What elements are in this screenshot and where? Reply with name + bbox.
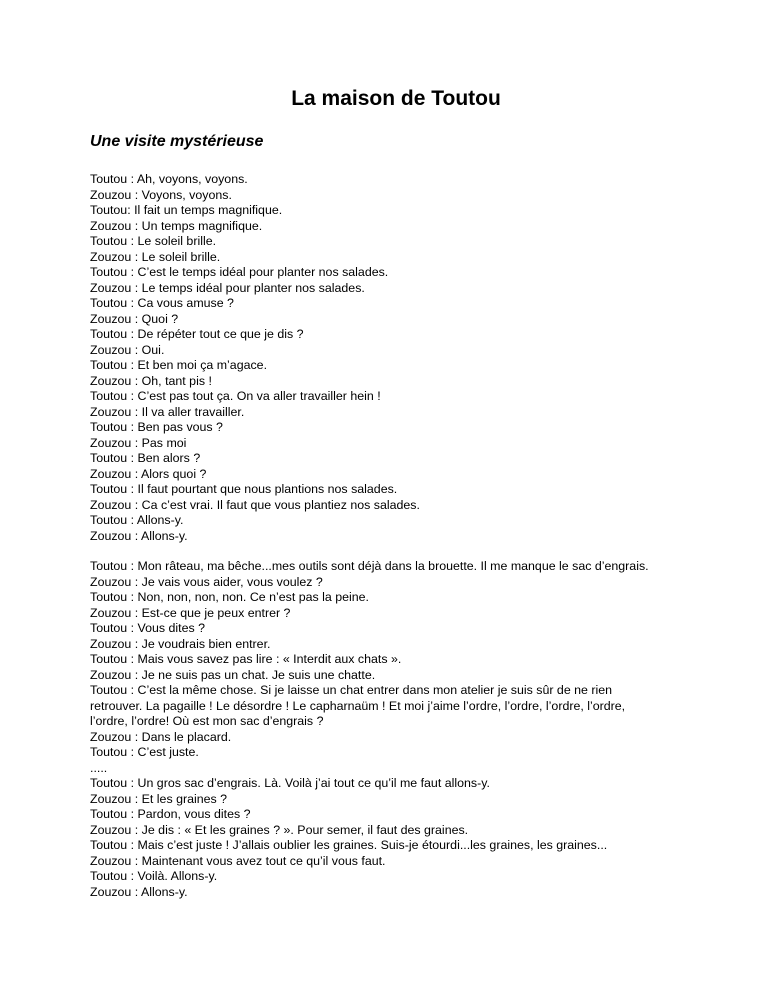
dialogue-line: Zouzou : Oh, tant pis ! — [90, 373, 212, 388]
dialogue-line: Toutou : Ben pas vous ? — [90, 420, 223, 434]
dialogue-line: Zouzou : Ca c’est vrai. Il faut que vous plantiez nos salades. — [90, 497, 420, 512]
dialogue-line: Toutou : De répéter tout ce que je dis ? — [90, 327, 304, 341]
dialogue-block-1 — [90, 172, 690, 544]
dialogue-line: Zouzou : Il va aller travailler. — [90, 404, 245, 419]
dialogue-line: Zouzou : Un temps magnifique. — [90, 218, 263, 233]
dialogue-line: Toutou : Pardon, vous dites ? — [90, 807, 251, 821]
dialogue-line: Zouzou : Voyons, voyons. — [90, 187, 232, 202]
dialogue-line: Zouzou : Je voudrais bien entrer. — [90, 636, 271, 651]
dialogue-line: Toutou : Mon râteau, ma bêche...mes outils sont déjà dans la brouette. Il me manque le sac d’engrais. — [90, 559, 649, 573]
dialogue-line: Zouzou : Le soleil brille. — [90, 249, 221, 264]
dialogue-line: Zouzou : Le temps idéal pour planter nos salades. — [90, 280, 365, 295]
document-title: La maison de Toutou — [291, 87, 501, 110]
dialogue-line: Toutou : Ca vous amuse ? — [90, 296, 234, 310]
dialogue-line: Zouzou : Alors quoi ? — [90, 466, 207, 481]
dialogue-line: Zouzou : Oui. — [90, 342, 165, 357]
dialogue-line: Toutou : Ben alors ? — [90, 451, 201, 465]
dialogue-line: Toutou : Et ben moi ça m’agace. — [90, 358, 268, 372]
dialogue-line: Toutou : Vous dites ? — [90, 621, 206, 635]
dialogue-line: Zouzou : Dans le placard. — [90, 729, 232, 744]
dialogue-line: retrouver. La pagaille ! Le désordre ! Le capharnaüm ! Et moi j’aime l’ordre, l’ordre, l’ordre, l’ordre, — [90, 698, 626, 713]
dialogue-line: Toutou : Un gros sac d’engrais. Là. Voilà j’ai tout ce qu’il me faut allons-y. — [90, 776, 490, 790]
dialogue-line: Toutou : C’est juste. — [90, 745, 199, 759]
dialogue-line: Toutou : Ah, voyons, voyons. — [90, 172, 248, 186]
dialogue-line: Zouzou : Je vais vous aider, vous voulez ? — [90, 574, 323, 589]
dialogue-line: Toutou : Le soleil brille. — [90, 234, 217, 248]
document-page — [90, 84, 690, 900]
dialogue-line: Toutou : Il faut pourtant que nous plantions nos salades. — [90, 482, 398, 496]
dialogue-line: Zouzou : Allons-y. — [90, 884, 188, 899]
section-subtitle: Une visite mystérieuse — [90, 133, 264, 150]
dialogue-line: Zouzou : Et les graines ? — [90, 791, 228, 806]
dialogue-line: Zouzou : Je ne suis pas un chat. Je suis une chatte. — [90, 667, 376, 682]
dialogue-line: Zouzou : Pas moi — [90, 435, 187, 450]
dialogue-line: Zouzou : Maintenant vous avez tout ce qu’il vous faut. — [90, 853, 386, 868]
dialogue-line: ..... — [90, 760, 108, 775]
dialogue-line: l’ordre, l’ordre! Où est mon sac d’engrais ? — [90, 714, 324, 728]
dialogue-line: Zouzou : Quoi ? — [90, 311, 179, 326]
dialogue-line: Toutou: Il fait un temps magnifique. — [90, 203, 283, 217]
dialogue-block-2 — [90, 559, 690, 900]
dialogue-line: Toutou : Non, non, non, non. Ce n’est pas la peine. — [90, 590, 369, 604]
dialogue-line: Zouzou : Allons-y. — [90, 528, 188, 543]
dialogue-line: Toutou : Allons-y. — [90, 513, 184, 527]
dialogue-line: Toutou : C’est la même chose. Si je laisse un chat entrer dans mon atelier je suis sûr de ne rien — [90, 683, 613, 697]
dialogue-line: Toutou : Voilà. Allons-y. — [90, 869, 218, 883]
dialogue-line: Toutou : C’est pas tout ça. On va aller travailler hein ! — [90, 389, 381, 403]
dialogue-line: Toutou : Mais vous savez pas lire : « Interdit aux chats ». — [90, 652, 402, 666]
dialogue-line: Toutou : C’est le temps idéal pour planter nos salades. — [90, 265, 389, 279]
dialogue-line: Zouzou : Est-ce que je peux entrer ? — [90, 605, 291, 620]
dialogue-line: Toutou : Mais c’est juste ! J’allais oublier les graines. Suis-je étourdi...les graines, les graines... — [90, 838, 608, 852]
dialogue-line: Zouzou : Je dis : « Et les graines ? ». Pour semer, il faut des graines. — [90, 822, 469, 837]
